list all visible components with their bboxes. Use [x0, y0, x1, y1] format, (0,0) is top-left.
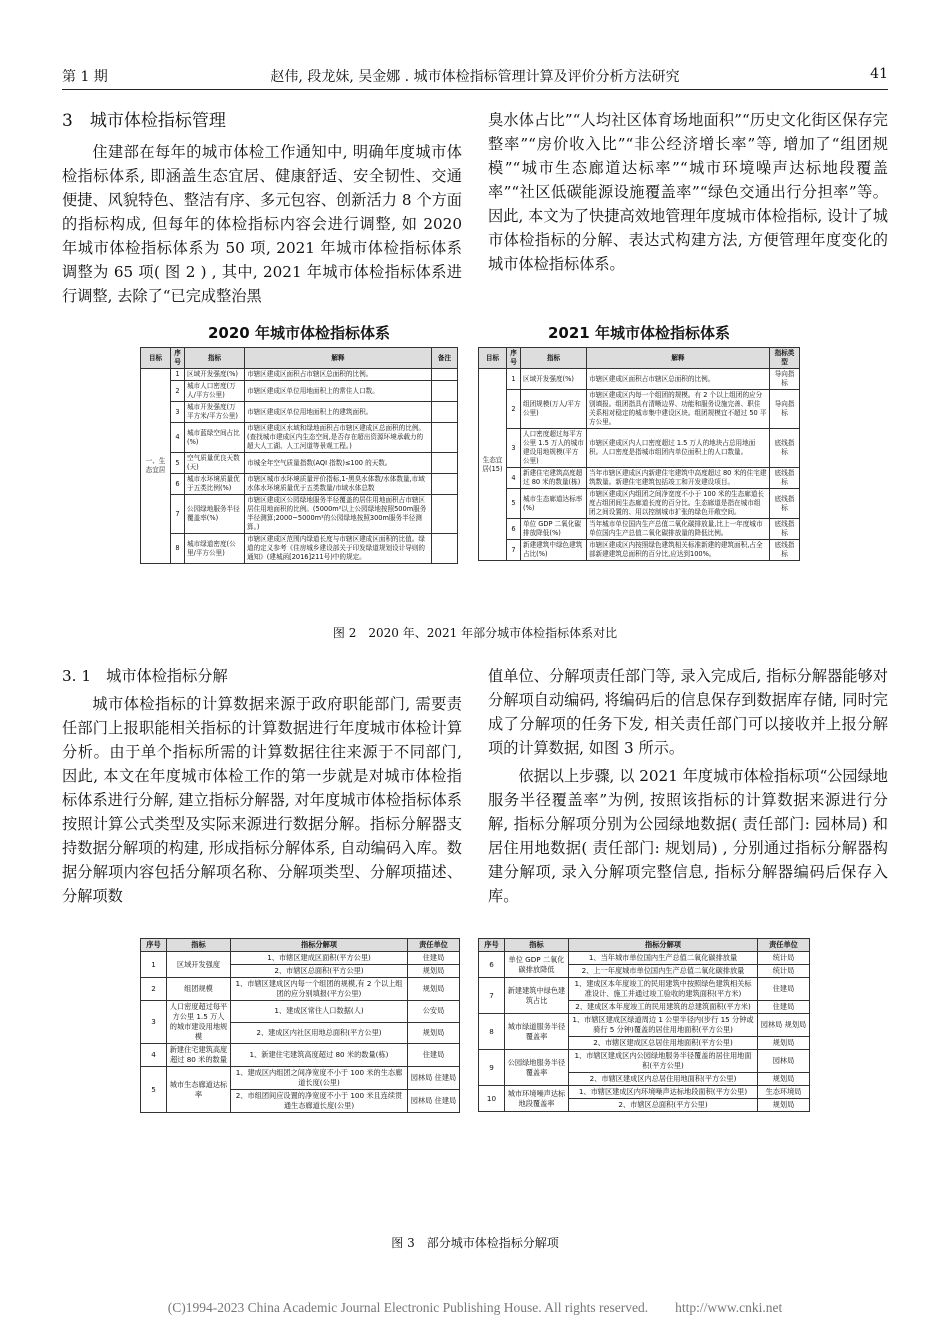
responsible-unit: 统计局 — [758, 965, 810, 978]
indicator-type: 底线指标 — [770, 429, 800, 468]
decomposition-item: 2、市辖区总面积(平方公里) — [569, 1099, 758, 1112]
table-row — [479, 429, 800, 468]
table-row — [141, 1001, 460, 1023]
row-number: 4 — [171, 423, 185, 453]
row-number: 8 — [171, 534, 185, 564]
decomposition-item: 2、上一年度城市单位国内生产总值二氧化碳排放量 — [569, 965, 758, 978]
remark-cell — [432, 369, 458, 381]
column-header: 序号 — [507, 348, 521, 369]
row-number: 7 — [171, 495, 185, 534]
copyright-footer: (C)1994-2023 China Academic Journal Electronic Publishing House. All rights reserved. http://www.cnki.net — [167, 1300, 783, 1315]
row-number: 8 — [479, 1014, 505, 1050]
table-row — [479, 468, 800, 489]
figure3-right — [478, 938, 810, 1112]
indicator-explanation: 市辖区建成区公园绿地服务半径覆盖的居住用地面积占市辖区居住用地面积的比例。(5000m²以上公园绿地按照500m服务半径测算;2000~5000m²的公园绿地按照300m服务半径测算。) — [245, 495, 432, 534]
running-title: 赵伟, 段龙妹, 吴金娜 . 城市体检指标管理计算及评价分析方法研究 — [270, 69, 680, 85]
table-row — [479, 540, 800, 561]
column-header: 解释 — [245, 348, 432, 369]
row-number: 6 — [479, 952, 505, 978]
row-number: 4 — [141, 1044, 167, 1067]
indicator-name: 城市生态廊道达标率(%) — [521, 489, 587, 519]
row-number: 1 — [507, 369, 521, 390]
left-column-mid — [62, 664, 462, 908]
indicator-explanation: 市辖区建成区面积占市辖区总面积的比例。 — [245, 369, 432, 381]
decomposition-item: 2、市辖区总面积(平方公里) — [231, 965, 408, 978]
indicator-explanation: 市辖区建成区内按照绿色建筑相关标准新建的建筑面积,占全部新建建筑总面积的百分比,应达到100%。 — [587, 540, 770, 561]
remark-cell — [432, 474, 458, 495]
table-row — [141, 453, 458, 474]
column-header: 序号 — [479, 939, 505, 952]
remark-cell — [432, 423, 458, 453]
table-2020 — [140, 347, 458, 564]
table-2021 — [478, 347, 800, 561]
indicator-type: 底线指标 — [770, 489, 800, 519]
responsible-unit: 统计局 — [758, 952, 810, 965]
indicator-name: 单位 GDP 二氧化碳排放降低 — [505, 952, 569, 978]
indicator-explanation: 市辖区建成区水域和绿地面积占市辖区建成区总面积的比例。(查找城市建成区内生态空间,是否存在超出资源环境承载力的超大人工湖、人工河道等景观工程。) — [245, 423, 432, 453]
decomposition-table-right — [478, 938, 810, 1112]
responsible-unit: 住建局 — [758, 978, 810, 1001]
figure2-caption: 图 2 2020 年、2021 年部分城市体检指标体系对比 — [332, 626, 618, 640]
group-cell: 一、生态宜居 — [141, 369, 171, 564]
subsection-heading: 3. 1 城市体检指标分解 — [62, 667, 228, 685]
indicator-explanation: 市辖区建成区内组团之间净宽度不小于 100 米的生态廊道长度占组团间生态廊道长度的百分比。生态廊道是指在城市组团之间设置的、用以控制城市扩张的绿色开敞空间。 — [587, 489, 770, 519]
column-header: 解释 — [587, 348, 770, 369]
indicator-name: 组团规模(万人/平方公里) — [521, 390, 587, 429]
figure3-caption: 图 3 部分城市体检指标分解项 — [391, 1236, 559, 1250]
column-header: 指标 — [521, 348, 587, 369]
column-header: 指标分解项 — [231, 939, 408, 952]
paragraph: 城市体检指标的计算数据来源于政府职能部门, 需要责任部门上报职能相关指标的计算数据进行年度城市体检计算分析。由于单个指标所需的计算数据往往来源于不同部门, 因此, 本文在年度城市体检工作的第一步就是对城市体检指标体系进行分解, 建立指标分解器, 对年度城市体检指标体系按照计算公式类型及实际来源进行数据分解。指标分解器支持数据分解项的构建, 形成指标分解体系, 自动编码入库。数据分解项内容包括分解项名称、分解项类型、分解项描述、分解项数 — [62, 695, 462, 905]
indicator-name: 城市生态廊道达标率 — [167, 1067, 231, 1113]
responsible-unit: 规划局 — [758, 1073, 810, 1086]
indicator-explanation: 市辖区建成区单位用地面积上的常住人口数。 — [245, 381, 432, 402]
indicator-name: 城市蓝绿空间占比(%) — [185, 423, 245, 453]
table-row — [141, 495, 458, 534]
remark-cell — [432, 381, 458, 402]
remark-cell — [432, 534, 458, 564]
table-row — [141, 423, 458, 453]
right-column-top — [488, 108, 888, 276]
decomposition-item: 1、市辖区建成区面积(平方公里) — [231, 952, 408, 965]
indicator-name: 公园绿地服务半径覆盖率 — [505, 1050, 569, 1086]
indicator-name: 城市绿道服务半径覆盖率 — [505, 1014, 569, 1050]
decomposition-item: 1、建成区内组团之间净宽度不小于 100 米的生态廊道长度(公里) — [231, 1067, 408, 1090]
indicator-explanation: 市辖区城市水环境质量评价指标,1-黑臭水体数/水体数量,市域水体水环境质量优于五类数量/市域水体总数 — [245, 474, 432, 495]
table-row — [479, 489, 800, 519]
row-number: 7 — [507, 540, 521, 561]
table-row — [479, 369, 800, 390]
indicator-explanation: 市城全年空气质量指数(AQI 指数)≤100 的天数。 — [245, 453, 432, 474]
indicator-name: 单位 GDP 二氧化碳排放降低(%) — [521, 519, 587, 540]
indicator-name: 组团规模 — [167, 978, 231, 1001]
indicator-explanation: 当年市辖区建成区内新建住宅建筑中高度超过 80 米的住宅建筑数量。新建住宅建筑包括竣工和开发建设项目。 — [587, 468, 770, 489]
column-header: 指标类型 — [770, 348, 800, 369]
paragraph: 依据以上步骤, 以 2021 年度城市体检指标项“公园绿地服务半径覆盖率”为例, 按照该指标的计算数据来源进行分解, 指标分解项分别为公园绿地数据( 责任部门: 园林局) 和居住用地数据( 责任部门: 规划局) , 分别通过指标分解器构建分解项, 录入分解项完整信息, 指标分解器编码后保存入库。 — [488, 767, 888, 905]
table-row — [479, 1086, 810, 1099]
figure2-right — [478, 322, 800, 561]
table-row — [141, 978, 460, 1001]
responsible-unit: 规划局 — [408, 978, 460, 1001]
indicator-name: 空气质量优良天数(天) — [185, 453, 245, 474]
decomposition-item: 1、市辖区建成区绿道周边 1 公里半径内(步行 15 分钟或骑行 5 分钟)覆盖的居住用地面积(平方公里) — [569, 1014, 758, 1037]
remark-cell — [432, 495, 458, 534]
decomposition-item: 2、市辖区建成区内总居住用地面积(平方公里) — [569, 1073, 758, 1086]
row-number: 2 — [141, 978, 167, 1001]
decomposition-item: 2、市辖区建成区总居住用地面积(平方公里) — [569, 1037, 758, 1050]
table-row — [141, 402, 458, 423]
table-row — [141, 1044, 460, 1067]
table-row — [479, 1014, 810, 1037]
indicator-explanation: 市辖区建成区内每一个组团的规模。有 2 个以上组团的应分别填报。组团指具有清晰边界、功能和服务设施完善、职住关系相对稳定的城市集中建设区块。组团规模宜不超过 50 平方公里。 — [587, 390, 770, 429]
page-number: 41 — [870, 66, 888, 82]
column-header: 指标分解项 — [569, 939, 758, 952]
decomposition-item: 1、市辖区建成区内公园绿地服务半径覆盖的居住用地面积(平方公里) — [569, 1050, 758, 1073]
responsible-unit: 住建局 — [758, 1001, 810, 1014]
indicator-name: 城市绿道密度(公里/平方公里) — [185, 534, 245, 564]
indicator-name: 区域开发强度(%) — [185, 369, 245, 381]
decomposition-item: 1、建成区本年度竣工的民用建筑中按照绿色建筑相关标准设计、施工并通过竣工验收的建筑面积(平方米) — [569, 978, 758, 1001]
decomposition-item: 2、市组团间应设置的净宽度不小于 100 米且连续贯通生态廊道长度(公里) — [231, 1090, 408, 1113]
row-number: 10 — [479, 1086, 505, 1112]
remark-cell — [432, 402, 458, 423]
indicator-type: 底线指标 — [770, 519, 800, 540]
column-header: 指标 — [505, 939, 569, 952]
row-number: 3 — [171, 402, 185, 423]
row-number: 6 — [171, 474, 185, 495]
indicator-explanation: 市辖区建成区面积占市辖区总面积的比例。 — [587, 369, 770, 390]
paragraph: 住建部在每年的城市体检工作通知中, 明确年度城市体检指标体系, 即涵盖生态宜居、健康舒适、安全韧性、交通便捷、风貌特色、整洁有序、多元包容、创新活力 8 个方面的指标构成, 但每年的体检指标内容会进行调整, 如 2020 年城市体检指标体系为 50 项, 2021 年城市体检指标体系调整为 65 项( 图 2 ) , 其中, 2021 年城市体检指标体系进行调整, 去除了“已完成整治黑 — [62, 143, 462, 305]
remark-cell — [432, 453, 458, 474]
figure2-left — [140, 322, 458, 564]
indicator-explanation: 市辖区建成区范围内绿道长度与市辖区建成区面积的比值。绿道的定义参考《住房城乡建设部关于印发绿道规划设计导则的通知》(建城函[2016]211号)中的规定。 — [245, 534, 432, 564]
indicator-type: 底线指标 — [770, 540, 800, 561]
indicator-type: 导向指标 — [770, 390, 800, 429]
column-header: 序号 — [141, 939, 167, 952]
column-header: 序号 — [171, 348, 185, 369]
section-heading: 3 城市体检指标管理 — [62, 111, 226, 131]
responsible-unit: 园林局 住建局 — [408, 1090, 460, 1113]
responsible-unit: 园林局 — [758, 1050, 810, 1073]
indicator-name: 新建住宅建筑高度超过 80 米的数量 — [167, 1044, 231, 1067]
table-row — [479, 978, 810, 1001]
column-header: 目标 — [479, 348, 507, 369]
paragraph: 值单位、分解项责任部门等, 录入完成后, 指标分解器能够对分解项自动编码, 将编码后的信息保存到数据库存储, 同时完成了分解项的任务下发, 相关责任部门可以接收并上报分解项的计算数据, 如图 3 所示。 — [488, 667, 888, 757]
indicator-name: 城市环境噪声达标地段覆盖率 — [505, 1086, 569, 1112]
indicator-type: 导向指标 — [770, 369, 800, 390]
row-number: 7 — [479, 978, 505, 1014]
indicator-name: 新建住宅建筑高度超过 80 米的数量(栋) — [521, 468, 587, 489]
indicator-name: 区域开发强度(%) — [521, 369, 587, 390]
indicator-explanation: 市辖区建成区内人口密度超过 1.5 万人的地块占总用地面积。人口密度是指城市组团内单位面积上的人口数量。 — [587, 429, 770, 468]
responsible-unit: 住建局 — [408, 952, 460, 965]
indicator-name: 城市人口密度(万人/平方公里) — [185, 381, 245, 402]
responsible-unit: 规划局 — [408, 965, 460, 978]
indicator-name: 公园绿地服务半径覆盖率(%) — [185, 495, 245, 534]
indicator-explanation: 市辖区建成区单位用地面积上的建筑面积。 — [245, 402, 432, 423]
table-row — [141, 534, 458, 564]
row-number: 3 — [141, 1001, 167, 1044]
table-row — [141, 952, 460, 965]
decomposition-table-left — [140, 938, 460, 1113]
responsible-unit: 规划局 — [758, 1037, 810, 1050]
decomposition-item: 1、市辖区建成区内每一个组团的规模,有 2 个以上组团的应分别填报(平方公里) — [231, 978, 408, 1001]
decomposition-item: 2、建成区本年度竣工的民用建筑的总建筑面积(平方米) — [569, 1001, 758, 1014]
indicator-name: 人口密度超过每平方公里 1.5 万人的城市建设用地规模(平方公里) — [521, 429, 587, 468]
column-header: 目标 — [141, 348, 171, 369]
decomposition-item: 1、建成区常住人口数据(人) — [231, 1001, 408, 1023]
issue-number: 第 1 期 — [62, 69, 108, 85]
indicator-type: 底线指标 — [770, 468, 800, 489]
column-header: 责任单位 — [758, 939, 810, 952]
row-number: 4 — [507, 468, 521, 489]
decomposition-item: 2、建成区内社区用地总面积(平方公里) — [231, 1022, 408, 1044]
row-number: 5 — [141, 1067, 167, 1113]
decomposition-item: 1、新建住宅建筑高度超过 80 米的数量(栋) — [231, 1044, 408, 1067]
responsible-unit: 园林局 住建局 — [408, 1067, 460, 1090]
indicator-name: 新建建筑中绿色建筑占比 — [505, 978, 569, 1014]
responsible-unit: 园林局 规划局 — [758, 1014, 810, 1037]
row-number: 5 — [171, 453, 185, 474]
row-number: 1 — [171, 369, 185, 381]
row-number: 2 — [507, 390, 521, 429]
group-cell: 生态宜居(15) — [479, 369, 507, 561]
indicator-explanation: 当年城市单位国内生产总值二氧化碳排放量,比上一年度城市单位国内生产总值二氧化碳排放量的降低比例。 — [587, 519, 770, 540]
row-number: 6 — [507, 519, 521, 540]
responsible-unit: 规划局 — [408, 1022, 460, 1044]
indicator-name: 城市水环境质量优于五类比例(%) — [185, 474, 245, 495]
responsible-unit: 规划局 — [758, 1099, 810, 1112]
column-header: 指标 — [185, 348, 245, 369]
table-row — [141, 381, 458, 402]
table-row — [141, 474, 458, 495]
indicator-name: 城市开发强度(万平方米/平方公里) — [185, 402, 245, 423]
row-number: 3 — [507, 429, 521, 468]
figure2-right-title: 2021 年城市体检指标体系 — [548, 324, 730, 342]
table-row — [479, 390, 800, 429]
figure3-left — [140, 938, 460, 1113]
indicator-name: 区域开发强度 — [167, 952, 231, 978]
table-row — [479, 519, 800, 540]
indicator-name: 新建建筑中绿色建筑占比(%) — [521, 540, 587, 561]
responsible-unit: 住建局 — [408, 1044, 460, 1067]
table-row — [141, 369, 458, 381]
table-row — [479, 1050, 810, 1073]
table-row — [479, 952, 810, 965]
column-header: 备注 — [432, 348, 458, 369]
table-row — [141, 1067, 460, 1090]
responsible-unit: 公安局 — [408, 1001, 460, 1023]
running-header — [62, 66, 888, 90]
figure2-left-title: 2020 年城市体检指标体系 — [208, 324, 390, 342]
right-column-mid — [488, 664, 888, 908]
decomposition-item: 1、市辖区建成区内环境噪声达标地段面积(平方公里) — [569, 1086, 758, 1099]
row-number: 1 — [141, 952, 167, 978]
column-header: 责任单位 — [408, 939, 460, 952]
row-number: 2 — [171, 381, 185, 402]
indicator-name: 人口密度超过每平方公里 1.5 万人的城市建设用地规模 — [167, 1001, 231, 1044]
decomposition-item: 1、当年城市单位国内生产总值二氧化碳排放量 — [569, 952, 758, 965]
column-header: 指标 — [167, 939, 231, 952]
left-column-top — [62, 108, 462, 308]
row-number: 5 — [507, 489, 521, 519]
paragraph: 臭水体占比”“人均社区体育场地面积”“历史文化街区保存完整率”“房价收入比”“非公经济增长率”等, 增加了“组团规模”“城市生态廊道达标率”“城市环境噪声达标地段覆盖率”“社区低碳能源设施覆盖率”“绿色交通出行分担率”等。因此, 本文为了快捷高效地管理年度城市体检指标, 设计了城市体检指标的分解、表达式构建方法, 方便管理年度变化的城市体检指标体系。 — [488, 111, 888, 273]
row-number: 9 — [479, 1050, 505, 1086]
responsible-unit: 生态环境局 — [758, 1086, 810, 1099]
